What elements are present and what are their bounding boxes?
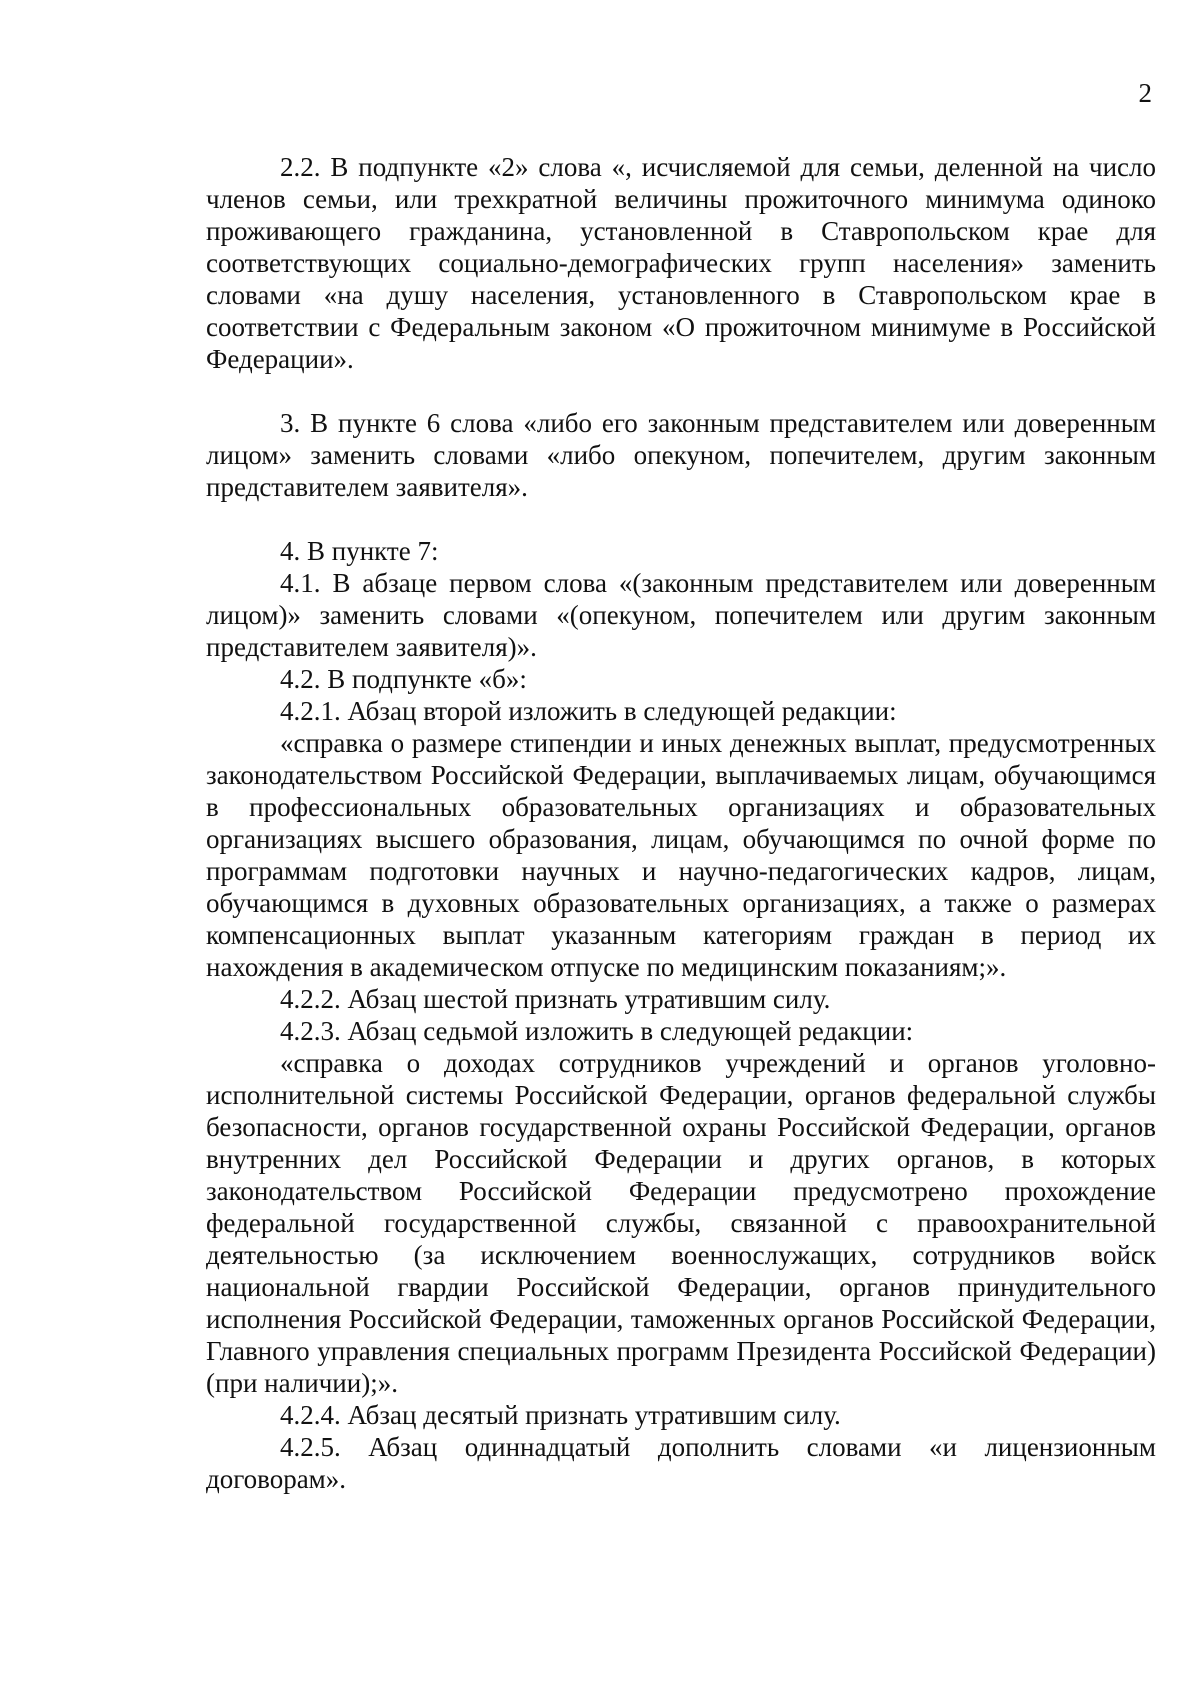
paragraph-4-2-5: 4.2.5. Абзац одиннадцатый дополнить словами «и лицензионным договорам». <box>206 1432 1156 1494</box>
paragraph-4-1: 4.1. В абзаце первом слова «(законным представителем или доверенным лицом)» заменить словами «(опекуном, попечителем или другим законным представителем заявителя)». <box>206 568 1156 662</box>
paragraph-4-2-4: 4.2.4. Абзац десятый признать утратившим силу. <box>280 1400 841 1430</box>
paragraph-4-2-1: 4.2.1. Абзац второй изложить в следующей редакции: <box>280 696 897 726</box>
paragraph-2-2: 2.2. В подпункте «2» слова «, исчисляемой для семьи, деленной на число членов семьи, или трехкратной величины прожиточного минимума одиноко проживающего гражданина, установленной в Ставропольском крае для соответствующих социально-демографических групп населения» заменить словами «на душу населения, установленного в Ставропольском крае в соответствии с Федеральным законом «О прожиточном минимуме в Российской Федерации». <box>206 152 1156 374</box>
document-body <box>206 151 1156 1495</box>
quoted-text-income: «справка о доходах сотрудников учреждений и органов уголовно-исполнительной системы Российской Федерации, органов федеральной службы безопасности, органов государственной охраны Российской Федерации, органов внутренних дел Российской Федерации и других органов, в которых законодательством Российской Федерации предусмотрено прохождение федеральной государственной службы, связанной с правоохранительной деятельностью (за исключением военнослужащих, сотрудников войск национальной гвардии Российской Федерации, органов принудительного исполнения Российской Федерации, таможенных органов Российской Федерации, Главного управления специальных программ Президента Российской Федерации) (при наличии);». <box>206 1048 1156 1398</box>
paragraph-4-2-3: 4.2.3. Абзац седьмой изложить в следующей редакции: <box>280 1016 914 1046</box>
paragraph-4-2-2: 4.2.2. Абзац шестой признать утратившим силу. <box>280 984 831 1014</box>
page-number: 2 <box>1138 78 1152 108</box>
paragraph-4: 4. В пункте 7: <box>280 536 439 566</box>
quoted-text-stipend: «справка о размере стипендии и иных денежных выплат, предусмотренных законодательством Российской Федерации, выплачиваемых лицам, обучающимся в профессиональных образовательных организациях и образовательных организациях высшего образования, лицам, обучающимся по очной форме по программам подготовки научных и научно-педагогических кадров, лицам, обучающимся в духовных образовательных организациях, а также о размерах компенсационных выплат указанным категориям граждан в период их нахождения в академическом отпуске по медицинским показаниям;». <box>206 728 1156 982</box>
paragraph-3: 3. В пункте 6 слова «либо его законным представителем или доверенным лицом» заменить словами «либо опекуном, попечителем, другим законным представителем заявителя». <box>206 408 1156 502</box>
paragraph-4-2: 4.2. В подпункте «б»: <box>280 664 527 694</box>
